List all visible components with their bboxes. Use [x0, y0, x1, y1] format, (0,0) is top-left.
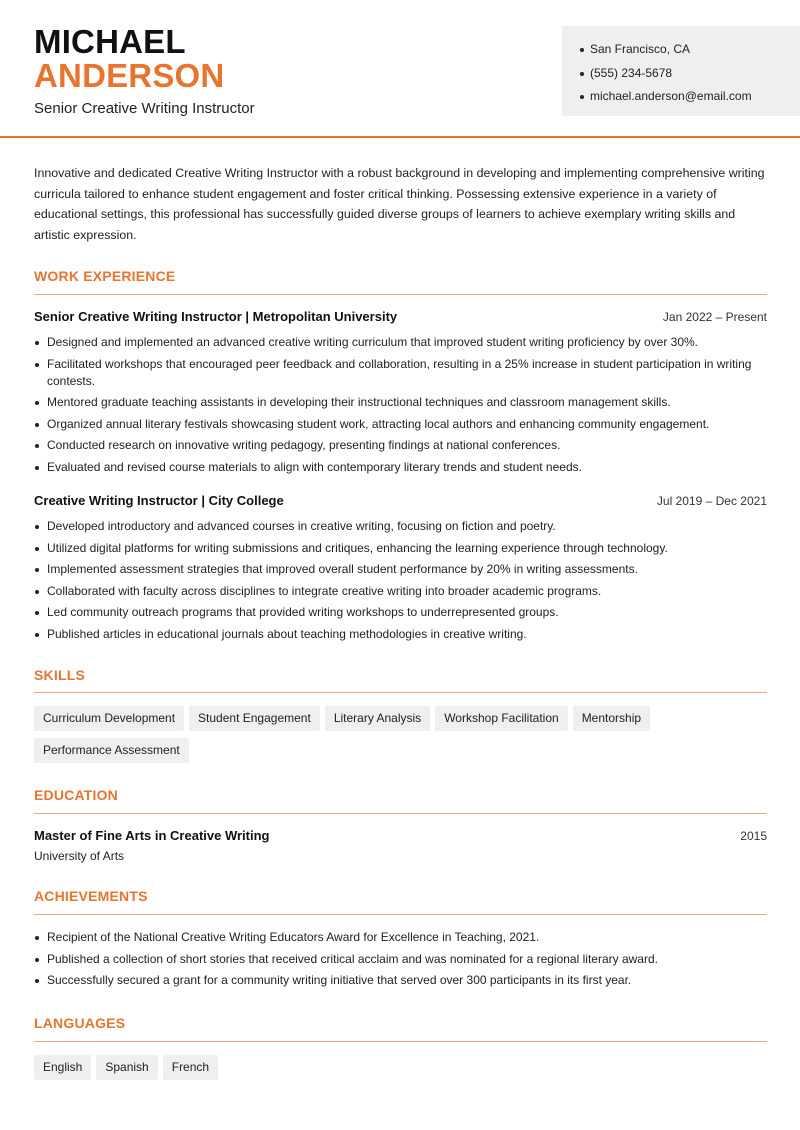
first-name: MICHAEL — [34, 23, 186, 60]
bullet-icon — [35, 590, 39, 594]
list-item-text: Developed introductory and advanced courses in creative writing, focusing on fiction and poetry. — [47, 519, 556, 533]
list-item — [34, 394, 767, 411]
achievements-heading: ACHIEVEMENTS — [34, 888, 148, 904]
work-experience-heading: WORK EXPERIENCE — [34, 268, 176, 284]
education-school: University of Arts — [34, 849, 125, 863]
languages-divider — [34, 1041, 767, 1042]
bullet-icon — [35, 936, 39, 940]
contact-location-text: San Francisco, CA — [590, 42, 691, 56]
bullet-icon — [35, 547, 39, 551]
contact-email — [580, 85, 800, 109]
skills-list — [34, 706, 774, 770]
list-item — [34, 334, 767, 351]
header-divider — [0, 136, 800, 138]
list-item-text: Utilized digital platforms for writing submissions and critiques, enhancing the learning experience through technology. — [47, 540, 668, 555]
list-item — [34, 604, 767, 621]
contact-phone — [580, 62, 800, 86]
skills-divider — [34, 692, 767, 693]
list-item — [34, 626, 767, 643]
list-item-text: Mentored graduate teaching assistants in developing their instructional techniques and classroom management skills. — [47, 395, 671, 409]
skill-chip: Student Engagement — [189, 706, 320, 731]
list-item — [34, 356, 767, 390]
list-item — [34, 972, 767, 989]
skill-chip: Literary Analysis — [325, 706, 430, 731]
skill-chip: Workshop Facilitation — [435, 706, 568, 731]
contact-email-text: michael.anderson@email.com — [590, 89, 752, 103]
bullet-icon — [35, 363, 39, 367]
list-item — [34, 929, 767, 946]
job-2-bullets — [34, 518, 767, 647]
list-item-text: Published articles in educational journals about teaching methodologies in creative writing. — [47, 626, 527, 641]
job-2-date: Jul 2019 – Dec 2021 — [656, 494, 767, 508]
bullet-icon — [35, 958, 39, 962]
list-item — [34, 561, 767, 578]
list-item — [34, 437, 767, 454]
skill-chip: Mentorship — [573, 706, 650, 731]
list-item — [34, 416, 767, 433]
list-item — [34, 540, 767, 557]
list-item-text: Recipient of the National Creative Writing Educators Award for Excellence in Teaching, 2021. — [47, 930, 540, 944]
list-item-text: Successfully secured a grant for a community writing initiative that served over 300 participants in its first year. — [47, 973, 632, 987]
list-item — [34, 583, 767, 600]
list-item-text: Published a collection of short stories that received critical acclaim and was nominated for a regional literary award. — [47, 951, 658, 966]
professional-title: Senior Creative Writing Instructor — [34, 100, 255, 117]
summary-paragraph: Innovative and dedicated Creative Writing Instructor with a robust background in developing and implementing comprehensive writing curricula tailored to enhance student engagement and foster critical thinking. Possessing extensive experience in a variety of educational settings, this professional has successfully guided diverse groups of learners to achieve exemplary writing skills and artistic expression. — [34, 166, 765, 243]
list-item — [34, 459, 767, 476]
job-2-header — [34, 492, 767, 510]
bullet-icon — [35, 341, 39, 345]
languages-list — [34, 1055, 774, 1087]
language-chip: English — [34, 1055, 91, 1080]
bullet-icon — [35, 633, 39, 637]
list-item-text: Implemented assessment strategies that improved overall student performance by 20% in writing assessments. — [47, 562, 638, 576]
list-item-text: Organized annual literary festivals showcasing student work, attracting local authors and enhancing community engagement. — [47, 416, 710, 431]
job-1-header — [34, 308, 767, 326]
bullet-icon — [35, 423, 39, 427]
list-item — [34, 518, 767, 535]
bullet-icon — [580, 95, 584, 99]
language-chip: French — [163, 1055, 218, 1080]
list-item-text: Facilitated workshops that encouraged peer feedback and collaboration, resulting in a 25% increase in student participation in writing contests. — [47, 356, 752, 388]
education-heading: EDUCATION — [34, 787, 118, 803]
job-2-role: Creative Writing Instructor | City College — [34, 493, 284, 508]
list-item-text: Collaborated with faculty across disciplines to integrate creative writing into broader academic programs. — [47, 583, 602, 598]
bullet-icon — [35, 611, 39, 615]
achievements-divider — [34, 914, 767, 915]
skills-heading: SKILLS — [34, 667, 85, 683]
bullet-icon — [35, 401, 39, 405]
job-1-bullets — [34, 334, 767, 480]
list-item-text: Evaluated and revised course materials to align with contemporary literary trends and student needs. — [47, 459, 582, 474]
contact-location — [580, 38, 800, 62]
education-year: 2015 — [740, 829, 767, 843]
list-item-text: Designed and implemented an advanced creative writing curriculum that improved student writing proficiency by over 30%. — [47, 335, 698, 349]
list-item-text: Conducted research on innovative writing pedagogy, presenting findings at national conferences. — [47, 438, 561, 452]
bullet-icon — [35, 444, 39, 448]
job-1-date: Jan 2022 – Present — [662, 310, 767, 324]
education-degree: Master of Fine Arts in Creative Writing — [34, 828, 270, 843]
bullet-icon — [35, 466, 39, 470]
job-1-role: Senior Creative Writing Instructor | Metropolitan University — [34, 309, 398, 324]
last-name: ANDERSON — [34, 57, 225, 94]
language-chip: Spanish — [96, 1055, 157, 1080]
skill-chip: Curriculum Development — [34, 706, 184, 731]
work-experience-divider — [34, 294, 767, 295]
resume-header — [0, 0, 800, 138]
achievements-list — [34, 929, 767, 994]
bullet-icon — [35, 568, 39, 572]
bullet-icon — [580, 72, 584, 76]
contact-phone-text: (555) 234-5678 — [590, 65, 673, 80]
bullet-icon — [35, 979, 39, 983]
languages-heading: LANGUAGES — [34, 1015, 126, 1031]
list-item — [34, 951, 767, 968]
bullet-icon — [580, 48, 584, 52]
contact-box — [562, 26, 800, 116]
education-divider — [34, 813, 767, 814]
bullet-icon — [35, 525, 39, 529]
list-item-text: Led community outreach programs that provided writing workshops to underrepresented groups. — [47, 605, 559, 619]
skill-chip: Performance Assessment — [34, 738, 189, 763]
